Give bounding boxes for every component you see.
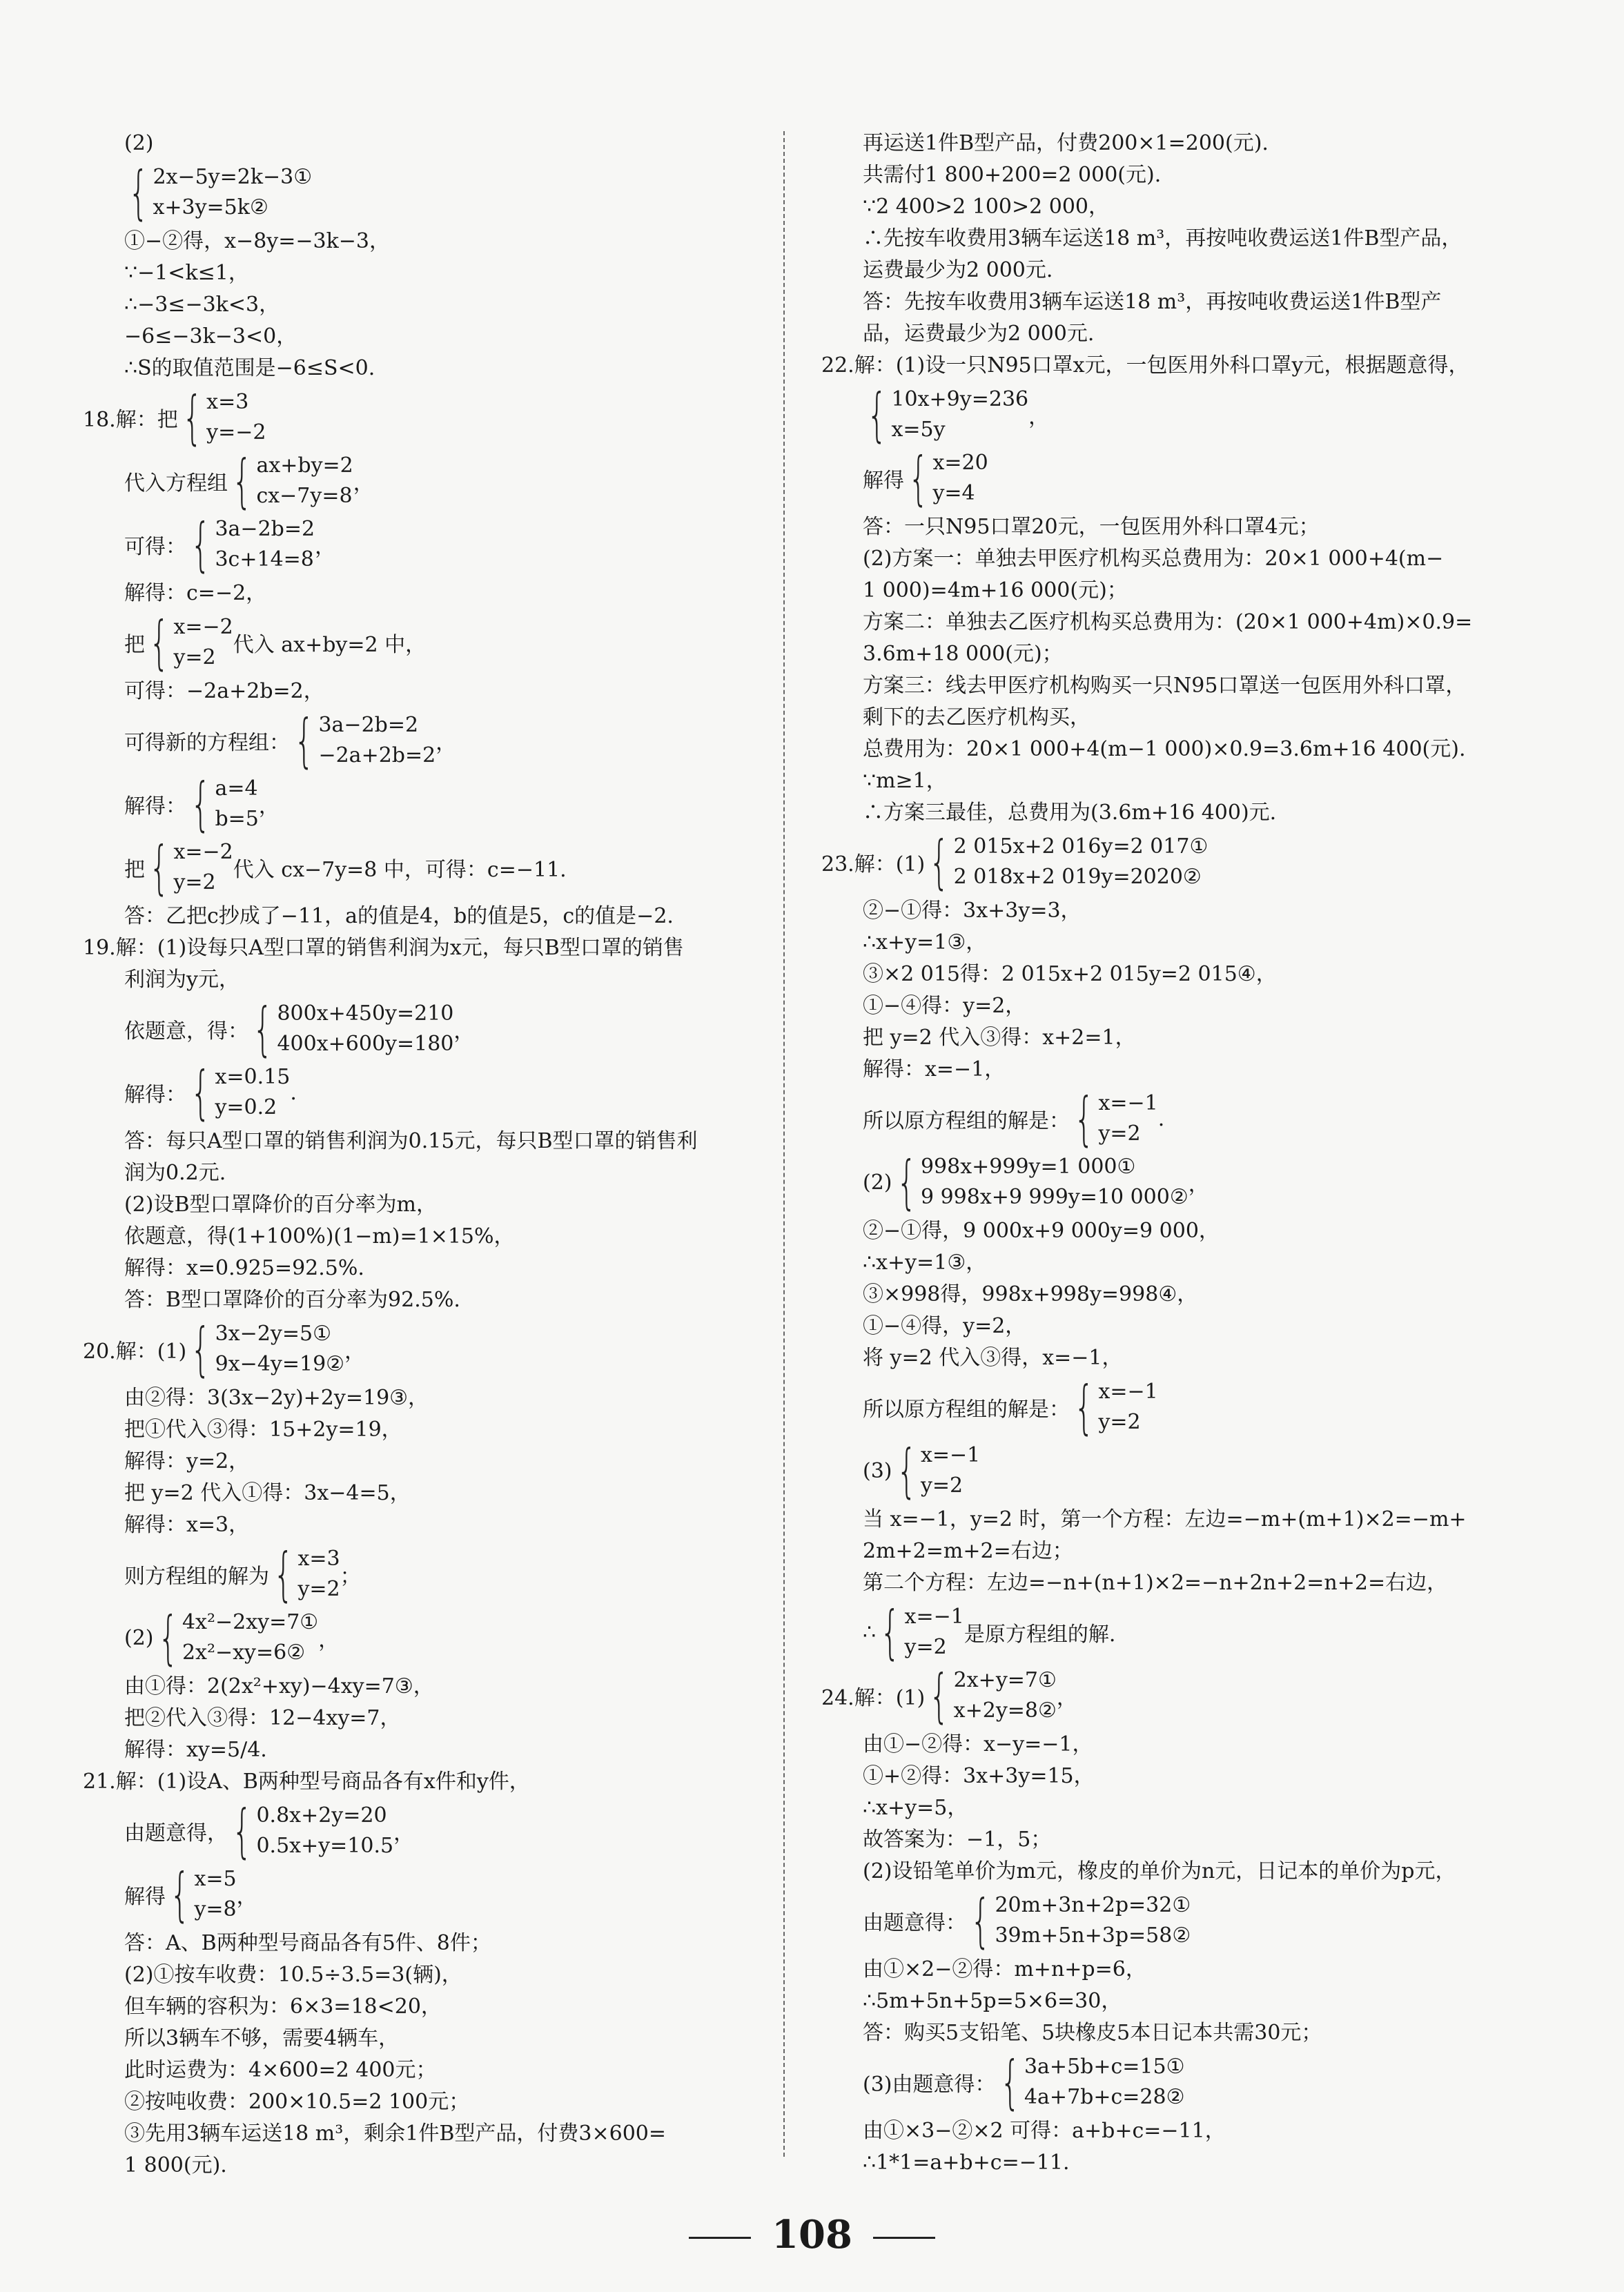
equation: ax+by=2 (256, 453, 353, 478)
equation: 9 998x+9 999y=10 000② (920, 1185, 1188, 1209)
equation-list (921, 1440, 980, 1501)
equation: b=5 (215, 807, 259, 831)
column-divider (783, 131, 785, 2157)
equation: y=2 (904, 1635, 947, 1659)
equation-system (821, 828, 1567, 896)
system-prefix: 解得 (863, 469, 904, 493)
left-brace-icon: { (253, 995, 273, 1063)
equation: y=2 (297, 1577, 340, 1601)
left-brace-icon: { (908, 444, 929, 512)
system-prefix: 解得： (124, 794, 186, 819)
system-suffix: 代入 ax+by=2 中， (233, 633, 427, 657)
system-prefix: 把 (124, 633, 145, 657)
text-line: 解得：c=−2， (124, 581, 267, 605)
left-brace-icon: { (232, 1797, 253, 1865)
equation: y=2 (1098, 1121, 1141, 1146)
equation: 9x−4y=19② (215, 1352, 345, 1376)
system-prefix: 由题意得， (124, 1821, 228, 1845)
system-prefix: 23.解：(1) (821, 852, 926, 876)
system-suffix: . (290, 1080, 297, 1105)
equation: y=2 (173, 645, 216, 669)
equation-system (83, 447, 773, 515)
system-prefix: (3)由题意得： (863, 2073, 996, 2097)
equation: 2x−5y=2k−3① (153, 165, 313, 189)
equation-list (215, 774, 258, 834)
text-line: 答：A、B两种型号商品各有5件、8件； (124, 1931, 491, 1955)
text-line: ②按吨收费：200×10.5=2 100元； (124, 2090, 470, 2114)
left-brace-icon: { (190, 1315, 211, 1383)
text-line: ①+②得：3x+3y=15， (863, 1764, 1095, 1788)
equation-list (215, 1062, 290, 1123)
equation-system (83, 1604, 773, 1672)
equation-list (256, 1801, 393, 1861)
system-prefix: 20.解：(1) (83, 1340, 187, 1364)
text-line: 把②代入③得：12−4xy=7， (124, 1706, 401, 1730)
equation-list (932, 448, 988, 509)
system-suffix: ， (258, 794, 280, 819)
text-line: 将 y=2 代入③得，x=−1， (863, 1346, 1123, 1370)
text-line: 但车辆的容积为：6×3=18<20， (124, 1995, 442, 2019)
equation: 3a−2b=2 (318, 713, 419, 737)
equation-list (256, 451, 353, 511)
left-brace-icon: { (896, 1148, 917, 1216)
equation-list (215, 514, 315, 575)
system-prefix: (3) (863, 1458, 892, 1483)
equation: x=3 (297, 1547, 340, 1571)
text-line: 利润为y元， (124, 968, 239, 992)
equation: 2x²−xy=6② (182, 1640, 306, 1665)
system-suffix: ， (1056, 1686, 1077, 1710)
system-suffix: . (1157, 1106, 1165, 1131)
equation-system (821, 2048, 1567, 2116)
left-brace-icon: { (157, 1604, 178, 1672)
text-line: 1 800(元). (124, 2153, 227, 2177)
equation: y=0.2 (215, 1095, 277, 1119)
equation-list (905, 1602, 964, 1663)
text-line: 答：购买5支铅笔、5块橡皮5本日记本共需30元； (863, 2021, 1322, 2045)
text-line: ∴x+y=5， (863, 1796, 968, 1820)
text-line: 解得：y=2， (124, 1449, 250, 1473)
equation-system (83, 834, 773, 901)
left-brace-icon: { (182, 384, 203, 451)
equation: 3a−2b=2 (215, 517, 315, 541)
text-line: 2m+2=m+2=右边； (863, 1539, 1073, 1563)
equation: 3a+5b+c=15① (1024, 2055, 1185, 2079)
system-suffix: 是原方程组的解. (963, 1623, 1116, 1647)
equation: x=−1 (1098, 1091, 1158, 1115)
text-line: (2) (124, 131, 154, 155)
text-line: 品，运费最少为2 000元. (863, 322, 1095, 346)
text-line: (2)设铅笔单价为m元，橡皮的单价为n元，日记本的单价为p元， (863, 1859, 1456, 1883)
equation: 998x+999y=1 000① (920, 1155, 1136, 1179)
system-prefix: 解得 (124, 1885, 166, 1909)
text-line: 22.解：(1)设一只N95口罩x元，一包医用外科口罩y元，根据题意得， (821, 353, 1469, 378)
text-line: ①−②得，x−8y=−3k−3， (124, 229, 390, 253)
system-suffix: ， (236, 1885, 257, 1909)
text-line: 此时运费为：4×600=2 400元； (124, 2058, 437, 2082)
left-brace-icon: { (896, 1437, 917, 1505)
text-line: ∴1*1=a+b+c=−11. (863, 2151, 1070, 2175)
left-brace-icon: { (867, 381, 888, 449)
left-brace-icon: { (170, 1861, 190, 1928)
equation: x=20 (932, 451, 988, 475)
footer-dash-right (873, 2237, 935, 2239)
equation-list (182, 1607, 318, 1668)
text-line: 答：先按车收费用3辆车运送18 m³，再按吨收费运送1件B型产 (863, 290, 1442, 314)
system-prefix: ∴ (863, 1620, 877, 1645)
right-column (821, 128, 1567, 2179)
text-line: 总费用为：20×1 000+4(m−1 000)×0.9=3.6m+16 400(元). (863, 737, 1466, 761)
equation: 0.5x+y=10.5 (256, 1834, 394, 1858)
text-line: 依题意，得(1+100%)(1−m)=1×15%， (124, 1224, 515, 1248)
text-line: 当 x=−1，y=2 时，第一个方程：左边=−m+(m+1)×2=−m+ (863, 1507, 1467, 1531)
left-column (83, 128, 773, 2182)
text-line: 解得：x=0.925=92.5%. (124, 1256, 364, 1280)
equation: 10x+9y=236 (891, 387, 1029, 411)
text-line: 3.6m+18 000(元)； (863, 642, 1063, 666)
system-suffix: ； (340, 1565, 361, 1589)
left-brace-icon: { (970, 1887, 991, 1955)
text-line: ③先用3辆车运送18 m³，剩余1件B型产品，付费3×600= (124, 2122, 667, 2146)
equation: x=−2 (173, 840, 233, 864)
equation-list (194, 1864, 236, 1925)
system-suffix: ， (436, 731, 457, 755)
left-brace-icon: { (190, 1059, 211, 1126)
equation: y=2 (920, 1473, 963, 1498)
system-prefix: 代入方程组 (124, 471, 228, 496)
left-brace-icon: { (1074, 1085, 1095, 1153)
equation: 4a+7b+c=28② (1024, 2085, 1185, 2109)
text-line: 把 y=2 代入①得：3x−4=5， (124, 1481, 411, 1505)
system-suffix: ， (344, 1340, 366, 1364)
equation: 20m+3n+2p=32① (995, 1893, 1191, 1917)
equation: −2a+2b=2 (318, 743, 436, 767)
text-line: 21.解：(1)设A、B两种型号商品各有x件和y件， (83, 1770, 530, 1794)
equation: x+2y=8② (953, 1698, 1057, 1723)
equation-system (821, 1887, 1567, 1955)
equation-list (1098, 1088, 1157, 1149)
text-line: ∴S的取值范围是−6≤S<0. (124, 356, 375, 380)
equation: 2x+y=7① (953, 1668, 1057, 1692)
system-suffix: ， (318, 1628, 340, 1652)
equation-system (821, 1662, 1567, 1730)
text-line: 由①×2−②得：m+n+p=6， (863, 1957, 1146, 1981)
left-brace-icon: { (149, 834, 170, 901)
equation: y=2 (173, 870, 216, 894)
text-line: 由①得：2(2x²+xy)−4xy=7③， (124, 1674, 434, 1698)
equation-system (83, 1540, 773, 1608)
equation-system (83, 770, 773, 838)
text-line: ②−①得，9 000x+9 000y=9 000， (863, 1219, 1220, 1243)
system-prefix: 所以原方程组的解是： (863, 1109, 1070, 1133)
text-line: 答：乙把c抄成了−11，a的值是4，b的值是5，c的值是−2. (124, 904, 674, 928)
text-line: 由②得：3(3x−2y)+2y=19③， (124, 1386, 429, 1410)
system-prefix: 把 (124, 858, 145, 882)
text-line: 把①代入③得：15+2y=19， (124, 1418, 402, 1442)
system-prefix: 可得： (124, 535, 186, 559)
text-line: ①−④得，y=2， (863, 1314, 1026, 1338)
equation-system (83, 511, 773, 578)
equation: y=8 (194, 1897, 237, 1921)
system-prefix: 18.解：把 (83, 408, 178, 432)
left-brace-icon: { (880, 1598, 901, 1666)
equation-system (821, 1373, 1567, 1441)
equation-system (83, 1315, 773, 1383)
system-prefix: 依题意，得： (124, 1019, 248, 1044)
text-line: −6≤−3k−3<0， (124, 324, 297, 349)
system-suffix: ， (315, 535, 336, 559)
equation: 4x²−2xy=7① (182, 1610, 319, 1634)
equation-list (891, 384, 1028, 445)
equation-list (173, 612, 233, 673)
equation: cx−7y=8 (256, 484, 353, 508)
text-line: (2)设B型口罩降价的百分率为m， (124, 1193, 437, 1217)
equation: x=−2 (173, 615, 233, 639)
text-line: 解得：x=3， (124, 1513, 250, 1537)
equation-system (83, 1059, 773, 1126)
text-line: 答：B型口罩降价的百分率为92.5%. (124, 1288, 460, 1312)
text-line: 由①−②得：x−y=−1， (863, 1732, 1093, 1756)
text-line: 共需付1 800+200=2 000(元). (863, 163, 1162, 187)
page-footer (0, 2212, 1624, 2257)
equation-list (153, 162, 312, 223)
text-line: ③×998得，998x+998y=998④， (863, 1282, 1198, 1306)
left-brace-icon: { (128, 159, 149, 226)
equation-list (318, 710, 436, 771)
equation-list (206, 387, 266, 448)
equation-list (921, 1152, 1188, 1213)
system-prefix: (2) (124, 1625, 154, 1650)
system-prefix: (2) (863, 1170, 892, 1195)
text-line: 答：每只A型口罩的销售利润为0.15元，每只B型口罩的销售利 (124, 1129, 698, 1153)
text-line: 19.解：(1)设每只A型口罩的销售利润为x元，每只B型口罩的销售 (83, 936, 684, 960)
equation: x=−1 (920, 1443, 981, 1467)
text-line: ∴x+y=1③， (863, 930, 987, 954)
equation: 800x+450y=210 (277, 1001, 454, 1026)
text-line: 再运送1件B型产品，付费200×1=200(元). (863, 131, 1269, 155)
equation-system (821, 381, 1567, 449)
text-line: 润为0.2元. (124, 1161, 226, 1185)
left-brace-icon: { (273, 1540, 294, 1608)
text-line: 可得：−2a+2b=2， (124, 679, 324, 703)
left-brace-icon: { (190, 770, 211, 838)
equation-system (83, 159, 773, 226)
system-prefix: 24.解：(1) (821, 1686, 926, 1710)
system-suffix: ， (453, 1019, 475, 1044)
text-line: ∴方案三最佳，总费用为(3.6m+16 400)元. (863, 801, 1277, 825)
text-line: ∵2 400>2 100>2 000， (863, 195, 1110, 219)
equation-system (821, 1148, 1567, 1216)
equation-list (1024, 2052, 1185, 2113)
text-line: 由①×3−②×2 可得：a+b+c=−11， (863, 2119, 1226, 2143)
text-line: 剩下的去乙医疗机构买， (863, 705, 1090, 729)
equation: x=5 (194, 1867, 237, 1891)
equation-list (1098, 1377, 1157, 1438)
text-line: ③×2 015得：2 015x+2 015y=2 015④， (863, 962, 1277, 986)
system-prefix: 可得新的方程组： (124, 731, 290, 755)
equation: x=3 (206, 390, 249, 414)
equation: x=0.15 (215, 1065, 291, 1089)
left-brace-icon: { (929, 1662, 950, 1730)
equation: y=2 (1098, 1410, 1141, 1434)
system-prefix: 解得： (124, 1083, 186, 1107)
system-prefix: 则方程组的解为 (124, 1565, 269, 1589)
equation: 39m+5n+3p=58② (995, 1923, 1191, 1948)
text-line: 把 y=2 代入③得：x+2=1， (863, 1026, 1136, 1050)
equation-system (821, 1437, 1567, 1505)
equation-system (821, 1085, 1567, 1153)
text-line: 所以3辆车不够，需要4辆车， (124, 2026, 400, 2050)
equation: 0.8x+2y=20 (256, 1803, 387, 1828)
equation-system (83, 707, 773, 774)
text-line: 解得：x=−1， (863, 1057, 1006, 1081)
text-line: 解得：xy=5/4. (124, 1738, 267, 1762)
equation: y=−2 (206, 420, 266, 444)
text-line: ∴5m+5n+5p=5×6=30， (863, 1989, 1122, 2013)
system-suffix: 代入 cx−7y=8 中，可得：c=−11. (233, 858, 567, 882)
left-brace-icon: { (190, 511, 211, 578)
equation-system (83, 384, 773, 451)
equation: x+3y=5k② (153, 195, 268, 219)
left-brace-icon: { (929, 828, 950, 896)
equation-system (821, 444, 1567, 512)
left-brace-icon: { (232, 447, 253, 515)
equation: 3x−2y=5① (215, 1322, 331, 1346)
equation-system (83, 609, 773, 676)
equation-system (83, 995, 773, 1063)
text-line: ∴先按车收费用3辆车运送18 m³，再按吨收费运送1件B型产品， (863, 226, 1462, 251)
text-line: 方案二：单独去乙医疗机构买总费用为：(20×1 000+4m)×0.9= (863, 610, 1473, 634)
equation-list (954, 1665, 1057, 1726)
text-line: 运费最少为2 000元. (863, 258, 1053, 282)
equation: 400x+600y=180 (277, 1032, 454, 1056)
text-line: ②−①得：3x+3y=3， (863, 899, 1082, 923)
equation-system (821, 1598, 1567, 1666)
equation-list (173, 837, 233, 898)
system-suffix: ， (1188, 1173, 1209, 1197)
system-prefix: 由题意得： (863, 1911, 966, 1935)
system-suffix: ， (1028, 405, 1050, 429)
equation-list (215, 1319, 344, 1380)
text-line: ①−④得：y=2， (863, 994, 1026, 1018)
left-brace-icon: { (999, 2048, 1020, 2116)
left-brace-icon: { (1074, 1373, 1095, 1441)
equation-list (297, 1544, 340, 1605)
equation: x=5y (891, 418, 946, 442)
text-line: ∵−1<k≤1， (124, 261, 249, 285)
text-line: 答：一只N95口罩20元，一包医用外科口罩4元； (863, 515, 1320, 539)
text-line: (2)方案一：单独去甲医疗机构买总费用为：20×1 000+4(m− (863, 547, 1444, 571)
text-line: 故答案为：−1，5； (863, 1828, 1052, 1852)
text-line: 1 000)=4m+16 000(元)； (863, 578, 1128, 603)
equation: 2 018x+2 019y=2020② (953, 865, 1202, 889)
text-line: (2)①按车收费：10.5÷3.5=3(辆)， (124, 1963, 462, 1987)
system-suffix: ， (393, 1821, 415, 1845)
equation-system (83, 1797, 773, 1865)
equation: x=−1 (904, 1605, 964, 1629)
equation: 2 015x+2 016y=2 017① (953, 834, 1209, 859)
equation: y=4 (932, 481, 975, 505)
equation-list (277, 999, 453, 1059)
equation: a=4 (215, 776, 258, 801)
system-suffix: ， (353, 471, 374, 496)
equation-list (954, 832, 1209, 892)
left-brace-icon: { (149, 609, 170, 676)
equation-system (83, 1861, 773, 1928)
footer-dash-left (689, 2237, 751, 2239)
text-line: ∴x+y=1③， (863, 1251, 987, 1275)
equation: 3c+14=8 (215, 547, 314, 571)
text-line: 第二个方程：左边=−n+(n+1)×2=−n+2n+2=n+2=右边， (863, 1571, 1448, 1595)
text-line: ∵m≥1， (863, 769, 947, 793)
left-brace-icon: { (294, 707, 315, 774)
text-line: ∴−3≤−3k<3， (124, 293, 280, 317)
text-line: 方案三：线去甲医疗机构购买一只N95口罩送一包医用外科口罩， (863, 674, 1467, 698)
system-prefix: 所以原方程组的解是： (863, 1398, 1070, 1422)
equation: x=−1 (1098, 1380, 1158, 1404)
equation-list (995, 1890, 1191, 1951)
page-number: 108 (772, 2212, 852, 2257)
